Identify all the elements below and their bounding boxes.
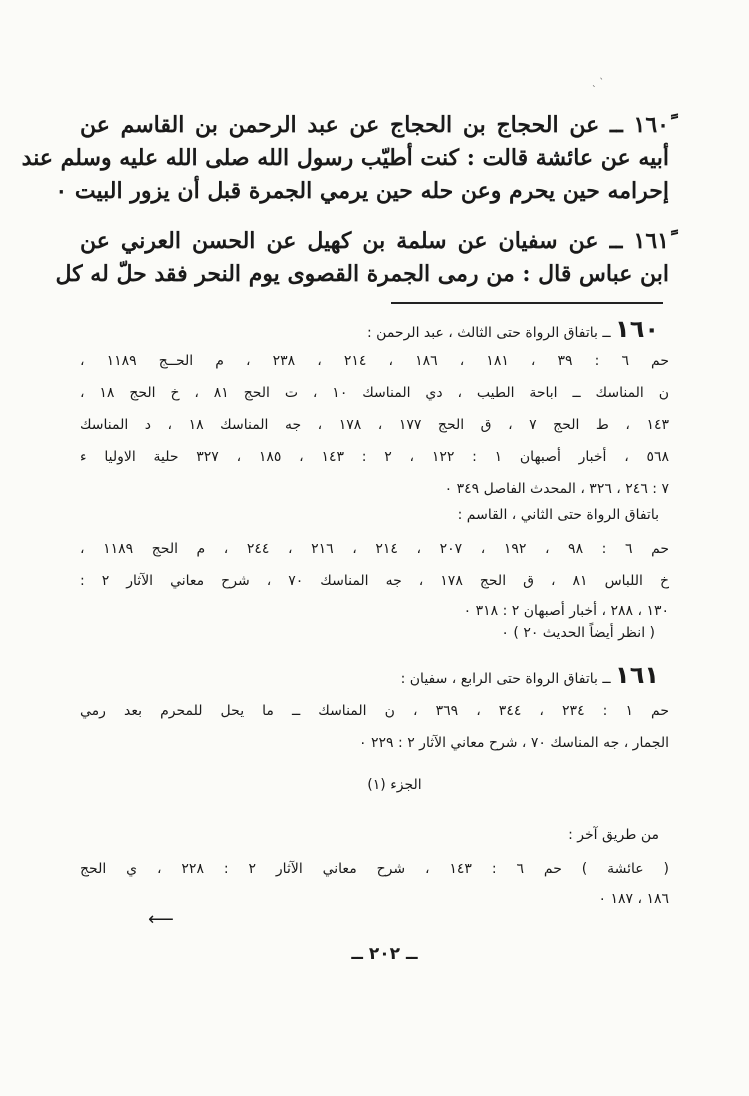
note-161-heading xyxy=(80,661,659,689)
other-route-heading: من طريق آخر : xyxy=(568,827,659,843)
page-number: ــ ٢٠٢ ــ xyxy=(351,944,418,964)
note-160-line-4: ٥٦٨ ، أخبار أصبهان ١ : ١٢٢ ، ٢ : ١٤٣ ، ١٨٥ ، ٣٢٧ حلية الاوليا ء xyxy=(80,449,670,465)
note-161-line-2: الجمار ، جه المناسك ٧٠ ، شرح معاني الآثار ٢ : ٢٢٩ ٠ xyxy=(359,735,669,751)
scan-speck: ˋ ˎ xyxy=(592,78,604,88)
note-160-head-text: ــ باتفاق الرواة حتى الثالث ، عبد الرحمن : xyxy=(367,325,611,341)
hadith-160-line-2: أبيه عن عائشة قالت : كنت أطيّب رسول الله صلى الله عليه وسلم عند xyxy=(21,145,669,171)
hadith-161-line-2: ابن عباس قال : من رمى الجمرة القصوى يوم النحر فقد حلّ له كل xyxy=(55,261,669,287)
note-160-heading xyxy=(80,315,659,343)
note-160-head-2: باتفاق الرواة حتى الثاني ، القاسم : xyxy=(457,507,659,523)
continue-arrow-icon: ⟵ xyxy=(148,909,174,930)
other-route-line-2: ١٨٦ ، ١٨٧ ٠ xyxy=(598,891,669,907)
note-160-number: ١٦٠ xyxy=(615,315,659,343)
hadith-161-line-1: ١٦١ً ــ عن سفيان عن سلمة بن كهيل عن الحسن العرني عن xyxy=(80,228,669,254)
part-label: الجزء (١) xyxy=(367,777,422,793)
hadith-160-line-1: ١٦٠ً ــ عن الحجاج بن الحجاج عن عبد الرحمن بن القاسم عن xyxy=(80,112,669,138)
note-160-line-5: ٧ : ٢٤٦ ، ٣٢٦ ، المحدث الفاصل ٣٤٩ ٠ xyxy=(444,481,669,497)
other-route-line-1: ( عائشة ) حم ٦ : ١٤٣ ، شرح معاني الآثار ٢ : ٢٢٨ ، ي الحج xyxy=(80,861,669,877)
note-160-line-6: حم ٦ : ٩٨ ، ١٩٢ ، ٢٠٧ ، ٢١٤ ، ٢١٦ ، ٢٤٤ ، م الحج ١١٨٩ ، xyxy=(80,541,670,557)
note-161-line-1: حم ١ : ٢٣٤ ، ٣٤٤ ، ٣٦٩ ، ن المناسك ــ ما يحل للمحرم بعد رمي xyxy=(80,703,670,719)
footnote-divider xyxy=(391,302,663,304)
note-161-number: ١٦١ xyxy=(615,661,659,689)
note-160-line-9: ( انظر أيضاً الحديث ٢٠ ) ٠ xyxy=(501,625,655,641)
note-160-line-1: حم ٦ : ٣٩ ، ١٨١ ، ١٨٦ ، ٢١٤ ، ٢٣٨ ، م الحــج ١١٨٩ ، xyxy=(80,353,670,369)
note-160-line-7: خ اللباس ٨١ ، ق الحج ١٧٨ ، جه المناسك ٧٠ ، شرح معاني الآثار ٢ : xyxy=(80,573,669,589)
hadith-160-line-3: إحرامه حين يحرم وعن حله حين يرمي الجمرة قبل أن يزور البيت ٠ xyxy=(55,178,669,204)
note-160-line-2: ن المناسك ــ اباحة الطيب ، دي المناسك ١٠ ، ت الحج ٨١ ، خ الحج ١٨ ، xyxy=(80,385,669,401)
note-161-head-text: ــ باتفاق الرواة حتى الرابع ، سفيان : xyxy=(400,671,611,687)
note-160-line-3: ١٤٣ ، ط الحج ٧ ، ق الحج ١٧٧ ، ١٧٨ ، جه المناسك ١٨ ، د المناسك xyxy=(80,417,670,433)
note-160-line-8: ١٣٠ ، ٢٨٨ ، أخبار أصبهان ٢ : ٣١٨ ٠ xyxy=(463,603,669,619)
